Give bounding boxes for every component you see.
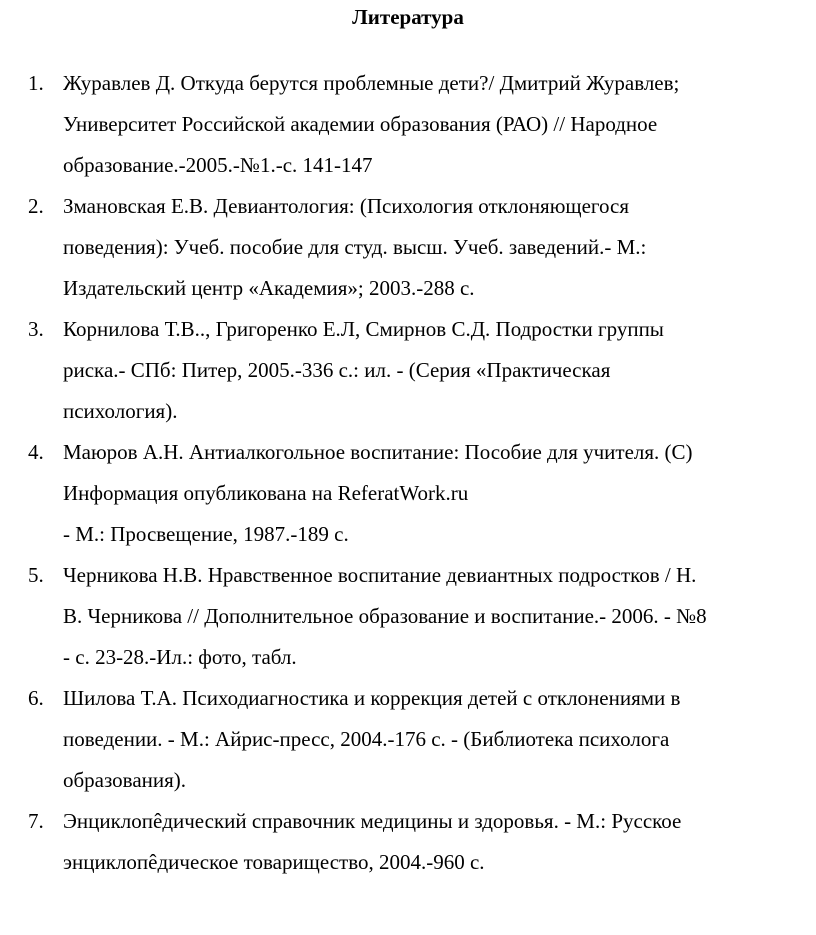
- list-item-line: риска.- СПб: Питер, 2005.-336 с.: ил. - (Серия «Практическая: [63, 358, 611, 382]
- list-item-number: 4.: [28, 440, 44, 464]
- list-item-line: поведения): Учеб. пособие для студ. высш. Учеб. заведений.- М.:: [63, 235, 647, 259]
- list-item-line: Журавлев Д. Откуда берутся проблемные дети?/ Дмитрий Журавлев;: [63, 71, 680, 95]
- list-item-line: Информация опубликована на ReferatWork.ru: [63, 481, 469, 505]
- list-item-number: 5.: [28, 563, 44, 587]
- list-item-text: [63, 432, 803, 555]
- list-item-text: [63, 678, 803, 801]
- list-item-line: Змановская Е.В. Девиантология: (Психология отклоняющегося: [63, 194, 629, 218]
- list-item-line: энциклопêдическое товарищество, 2004.-960 с.: [63, 850, 485, 874]
- list-item: [0, 186, 803, 309]
- list-item-line: - с. 23-28.-Ил.: фото, табл.: [63, 645, 297, 669]
- list-item-number: 1.: [28, 71, 44, 95]
- list-item-text: [63, 309, 803, 432]
- list-item: [0, 678, 803, 801]
- list-item-text: [63, 186, 803, 309]
- list-item-line: Энциклопêдический справочник медицины и здоровья. - М.: Русское: [63, 809, 682, 833]
- list-item-line: психология).: [63, 399, 178, 423]
- list-item: [0, 801, 803, 883]
- list-item-text: [63, 801, 803, 883]
- list-item-line: образование.-2005.-№1.-с. 141-147: [63, 153, 373, 177]
- list-item-line: Шилова Т.А. Психодиагностика и коррекция детей с отклонениями в: [63, 686, 681, 710]
- list-item-line: Университет Российской академии образования (РАО) // Народное: [63, 112, 658, 136]
- reference-list: [0, 63, 803, 883]
- list-item-number: 6.: [28, 686, 44, 710]
- list-item-line: В. Черникова // Дополнительное образование и воспитание.- 2006. - №8: [63, 604, 707, 628]
- list-item-number: 7.: [28, 809, 44, 833]
- list-item-text: [63, 555, 803, 678]
- list-item: [0, 555, 803, 678]
- list-item-text: [63, 63, 803, 186]
- page-title: Литература: [352, 5, 464, 29]
- list-item: [0, 309, 803, 432]
- list-item-line: поведении. - М.: Айрис-пресс, 2004.-176 с. - (Библиотека психолога: [63, 727, 670, 751]
- list-item-line: Черникова Н.В. Нравственное воспитание девиантных подростков / Н.: [63, 563, 697, 587]
- list-item-line: Корнилова Т.В.., Григоренко Е.Л, Смирнов С.Д. Подростки группы: [63, 317, 664, 341]
- list-item-line: Маюров А.Н. Антиалкогольное воспитание: Пособие для учителя. (С): [63, 440, 693, 464]
- list-item-number: 2.: [28, 194, 44, 218]
- list-item-line: - М.: Просвещение, 1987.-189 с.: [63, 522, 349, 546]
- list-item-number: 3.: [28, 317, 44, 341]
- list-item: [0, 63, 803, 186]
- list-item-line: образования).: [63, 768, 187, 792]
- list-item-line: Издательский центр «Академия»; 2003.-288 с.: [63, 276, 475, 300]
- list-item: [0, 432, 803, 555]
